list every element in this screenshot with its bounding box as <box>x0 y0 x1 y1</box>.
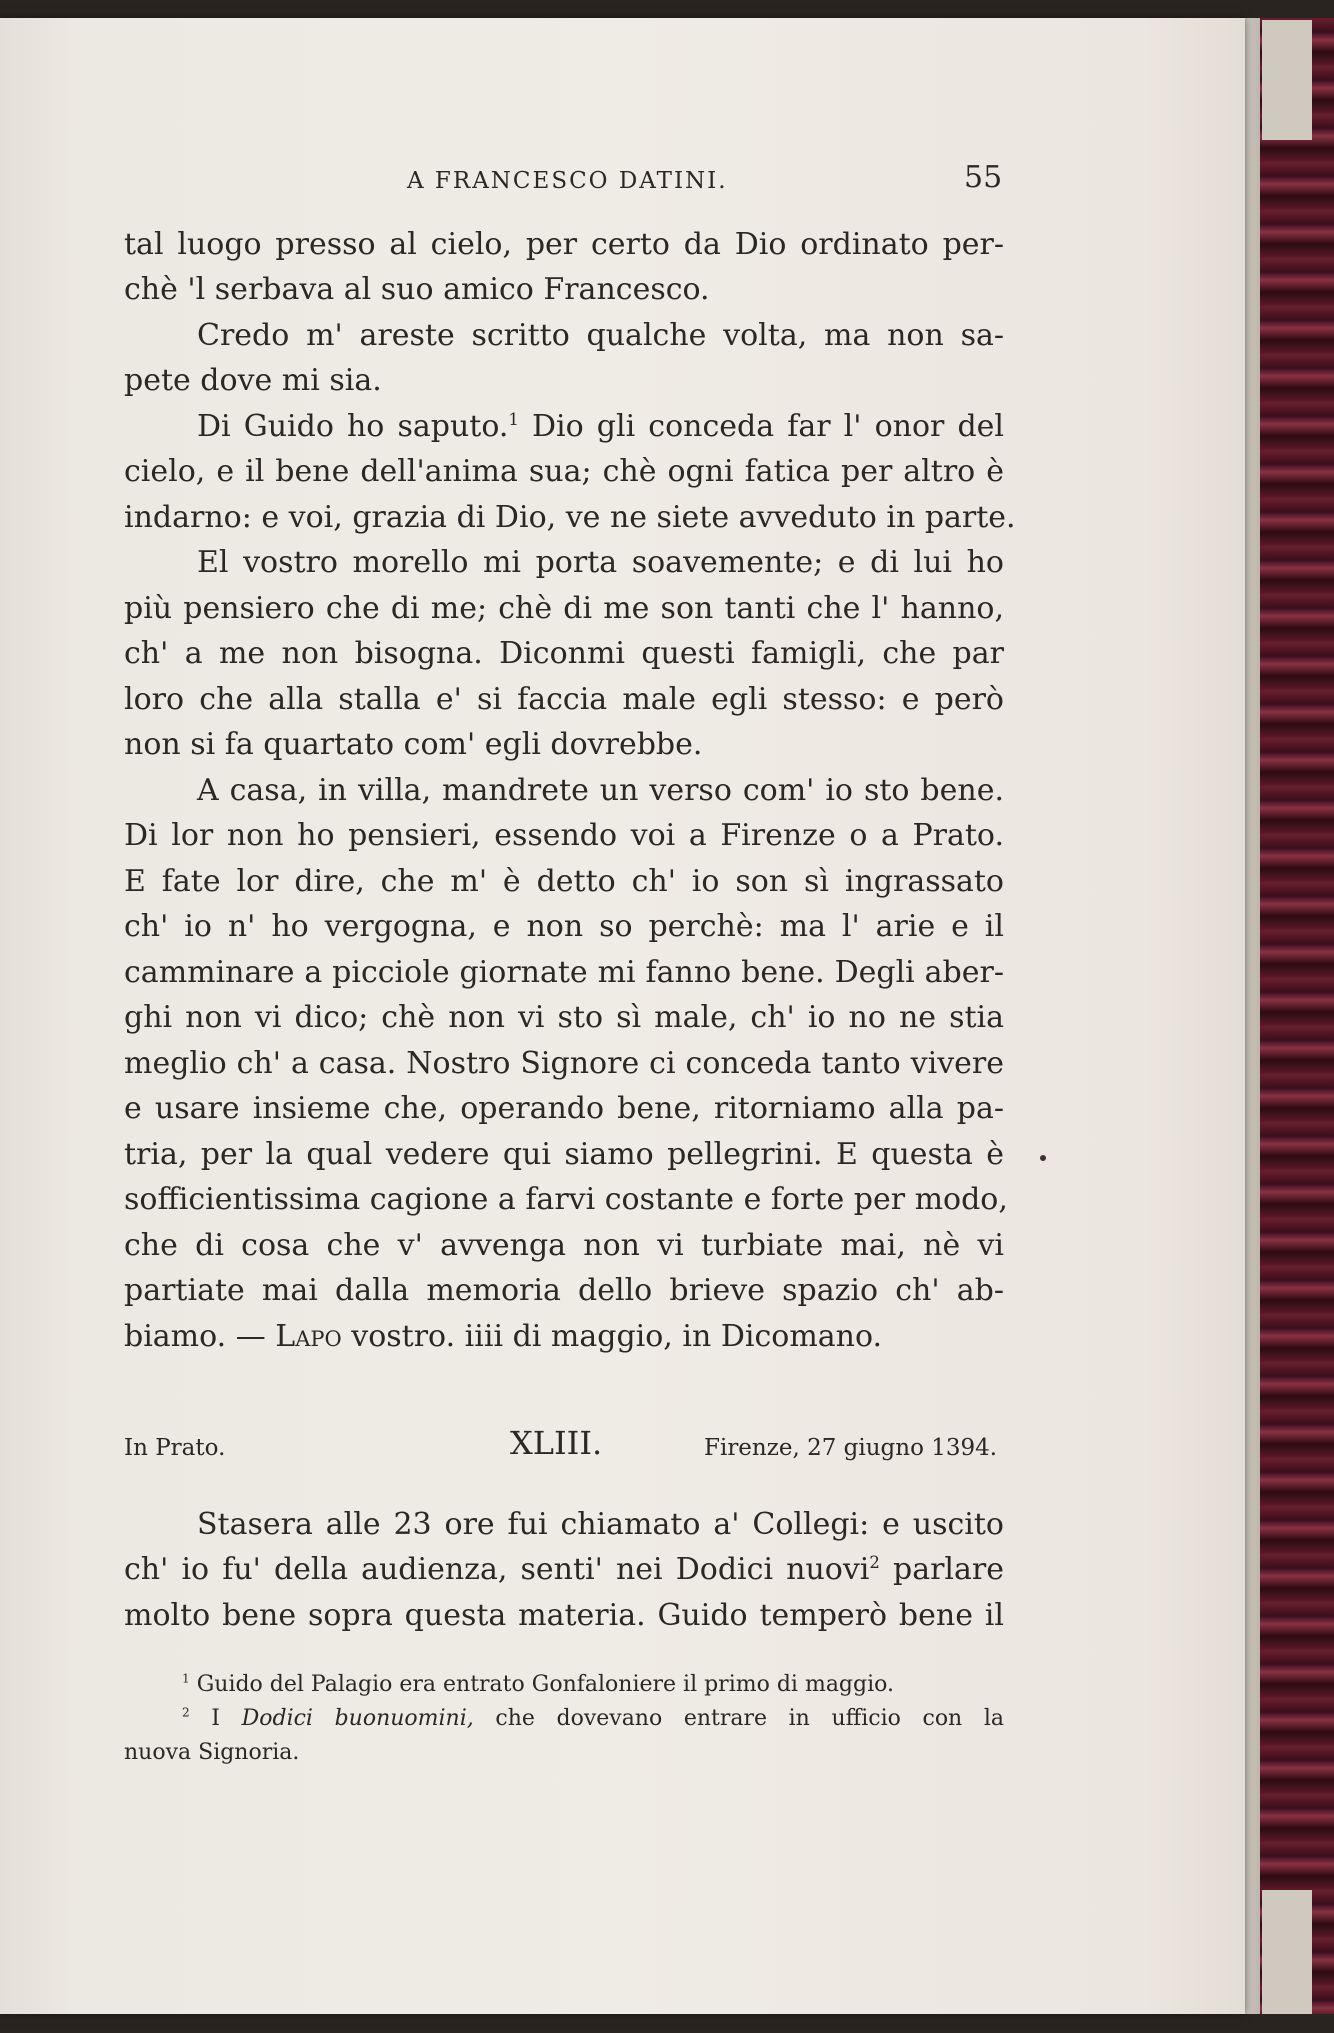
text-segment: biamo. — <box>124 1319 276 1354</box>
text-segment: Dio gli conceda far l' onor del <box>518 409 1005 444</box>
text-line: ghi non vi dico; chè non vi sto sì male, ch' io no ne stia <box>124 1000 1004 1035</box>
footnote-text: I <box>189 1706 242 1731</box>
text-line: che di cosa che v' avvenga non vi turbiate mai, nè vi <box>124 1228 1004 1263</box>
text-line: meglio ch' a casa. Nostro Signore ci conceda tanto vivere <box>124 1046 1004 1081</box>
footnote-mark: 1 <box>182 1671 190 1686</box>
footnote-italic: Dodici buonuomini, <box>241 1706 474 1731</box>
letter-addressee: In Prato. <box>124 1435 226 1461</box>
footnote-2 <box>124 1702 1004 1735</box>
footnote-1 <box>124 1668 1004 1701</box>
text-line: Di lor non ho pensieri, essendo voi a Firenze o a Prato. <box>124 818 1004 853</box>
text-line: tal luogo presso al cielo, per certo da Dio ordinato per- <box>124 227 1004 262</box>
text-line <box>124 1314 1004 1359</box>
text-line: camminare a picciole giornate mi fanno bene. Degli aber- <box>124 955 1004 990</box>
text-line: E fate lor dire, che m' è detto ch' io son sì ingrassato <box>124 864 1004 899</box>
spine-cloth-bottom <box>1262 1890 1312 2014</box>
footnote-text: che dovevano entrare in ufficio con la <box>473 1706 1004 1731</box>
text-line: ch' a me non bisogna. Diconmi questi famigli, che par <box>124 636 1004 671</box>
running-head: A FRANCESCO DATINI. <box>407 168 728 194</box>
signature-name: Lapo <box>275 1319 342 1354</box>
text-line <box>124 1547 1004 1592</box>
text-line: più pensiero che di me; chè di me son tanti che l' hanno, <box>124 591 1004 626</box>
footnote-2-continued: nuova Signoria. <box>124 1740 300 1765</box>
text-line: cielo, e il bene dell'anima sua; chè ogni fatica per altro è <box>124 454 1004 489</box>
text-line: El vostro morello mi porta soavemente; e di lui ho <box>197 545 1004 580</box>
text-line: loro che alla stalla e' si faccia male egli stesso: e però <box>124 682 1004 717</box>
text-line: non si fa quartato com' egli dovrebbe. <box>124 727 703 762</box>
text-line: indarno: e voi, grazia di Dio, ve ne siete avveduto in parte. <box>124 500 1016 535</box>
text-line: molto bene sopra questa materia. Guido temperò bene il <box>124 1598 1004 1633</box>
text-segment: vostro. iiii di maggio, in Dicomano. <box>341 1319 883 1354</box>
footnote-ref: 1 <box>508 410 519 429</box>
text-line: e usare insieme che, operando bene, ritorniamo alla pa- <box>124 1091 1004 1126</box>
text-segment: parlare <box>879 1552 1004 1587</box>
letter-place-date: Firenze, 27 giugno 1394. <box>704 1435 998 1461</box>
text-line: Credo m' areste scritto qualche volta, ma non sa- <box>197 318 1004 353</box>
text-line: tria, per la qual vedere qui siamo pellegrini. E questa è <box>124 1137 1004 1172</box>
page-number: 55 <box>964 160 1003 195</box>
text-line: partiate mai dalla memoria dello brieve spazio ch' ab- <box>124 1273 1004 1308</box>
ink-speck <box>1040 1155 1046 1161</box>
footnote-text: Guido del Palagio era entrato Gonfaloniere il primo di maggio. <box>189 1672 894 1697</box>
text-line: A casa, in villa, mandrete un verso com' io sto bene. <box>197 773 1004 808</box>
text-line: pete dove mi sia. <box>124 363 382 398</box>
footnote-ref: 2 <box>869 1553 880 1572</box>
text-line: Stasera alle 23 ore fui chiamato a' Collegi: e uscito <box>197 1507 1004 1542</box>
text-line <box>124 404 1004 449</box>
text-line: sofficientissima cagione a farvi costante e forte per modo, <box>124 1182 1008 1217</box>
text-segment: Di Guido ho saputo. <box>197 409 509 444</box>
letter-number: XLIII. <box>510 1424 603 1462</box>
text-line: ch' io n' ho vergogna, e non so perchè: ma l' arie e il <box>124 909 1004 944</box>
footnote-mark: 2 <box>182 1705 190 1720</box>
text-segment: ch' io fu' della audienza, senti' nei Dodici nuovi <box>124 1552 870 1587</box>
spine-cloth-top <box>1262 20 1312 140</box>
text-line: chè 'l serbava al suo amico Francesco. <box>124 272 710 307</box>
